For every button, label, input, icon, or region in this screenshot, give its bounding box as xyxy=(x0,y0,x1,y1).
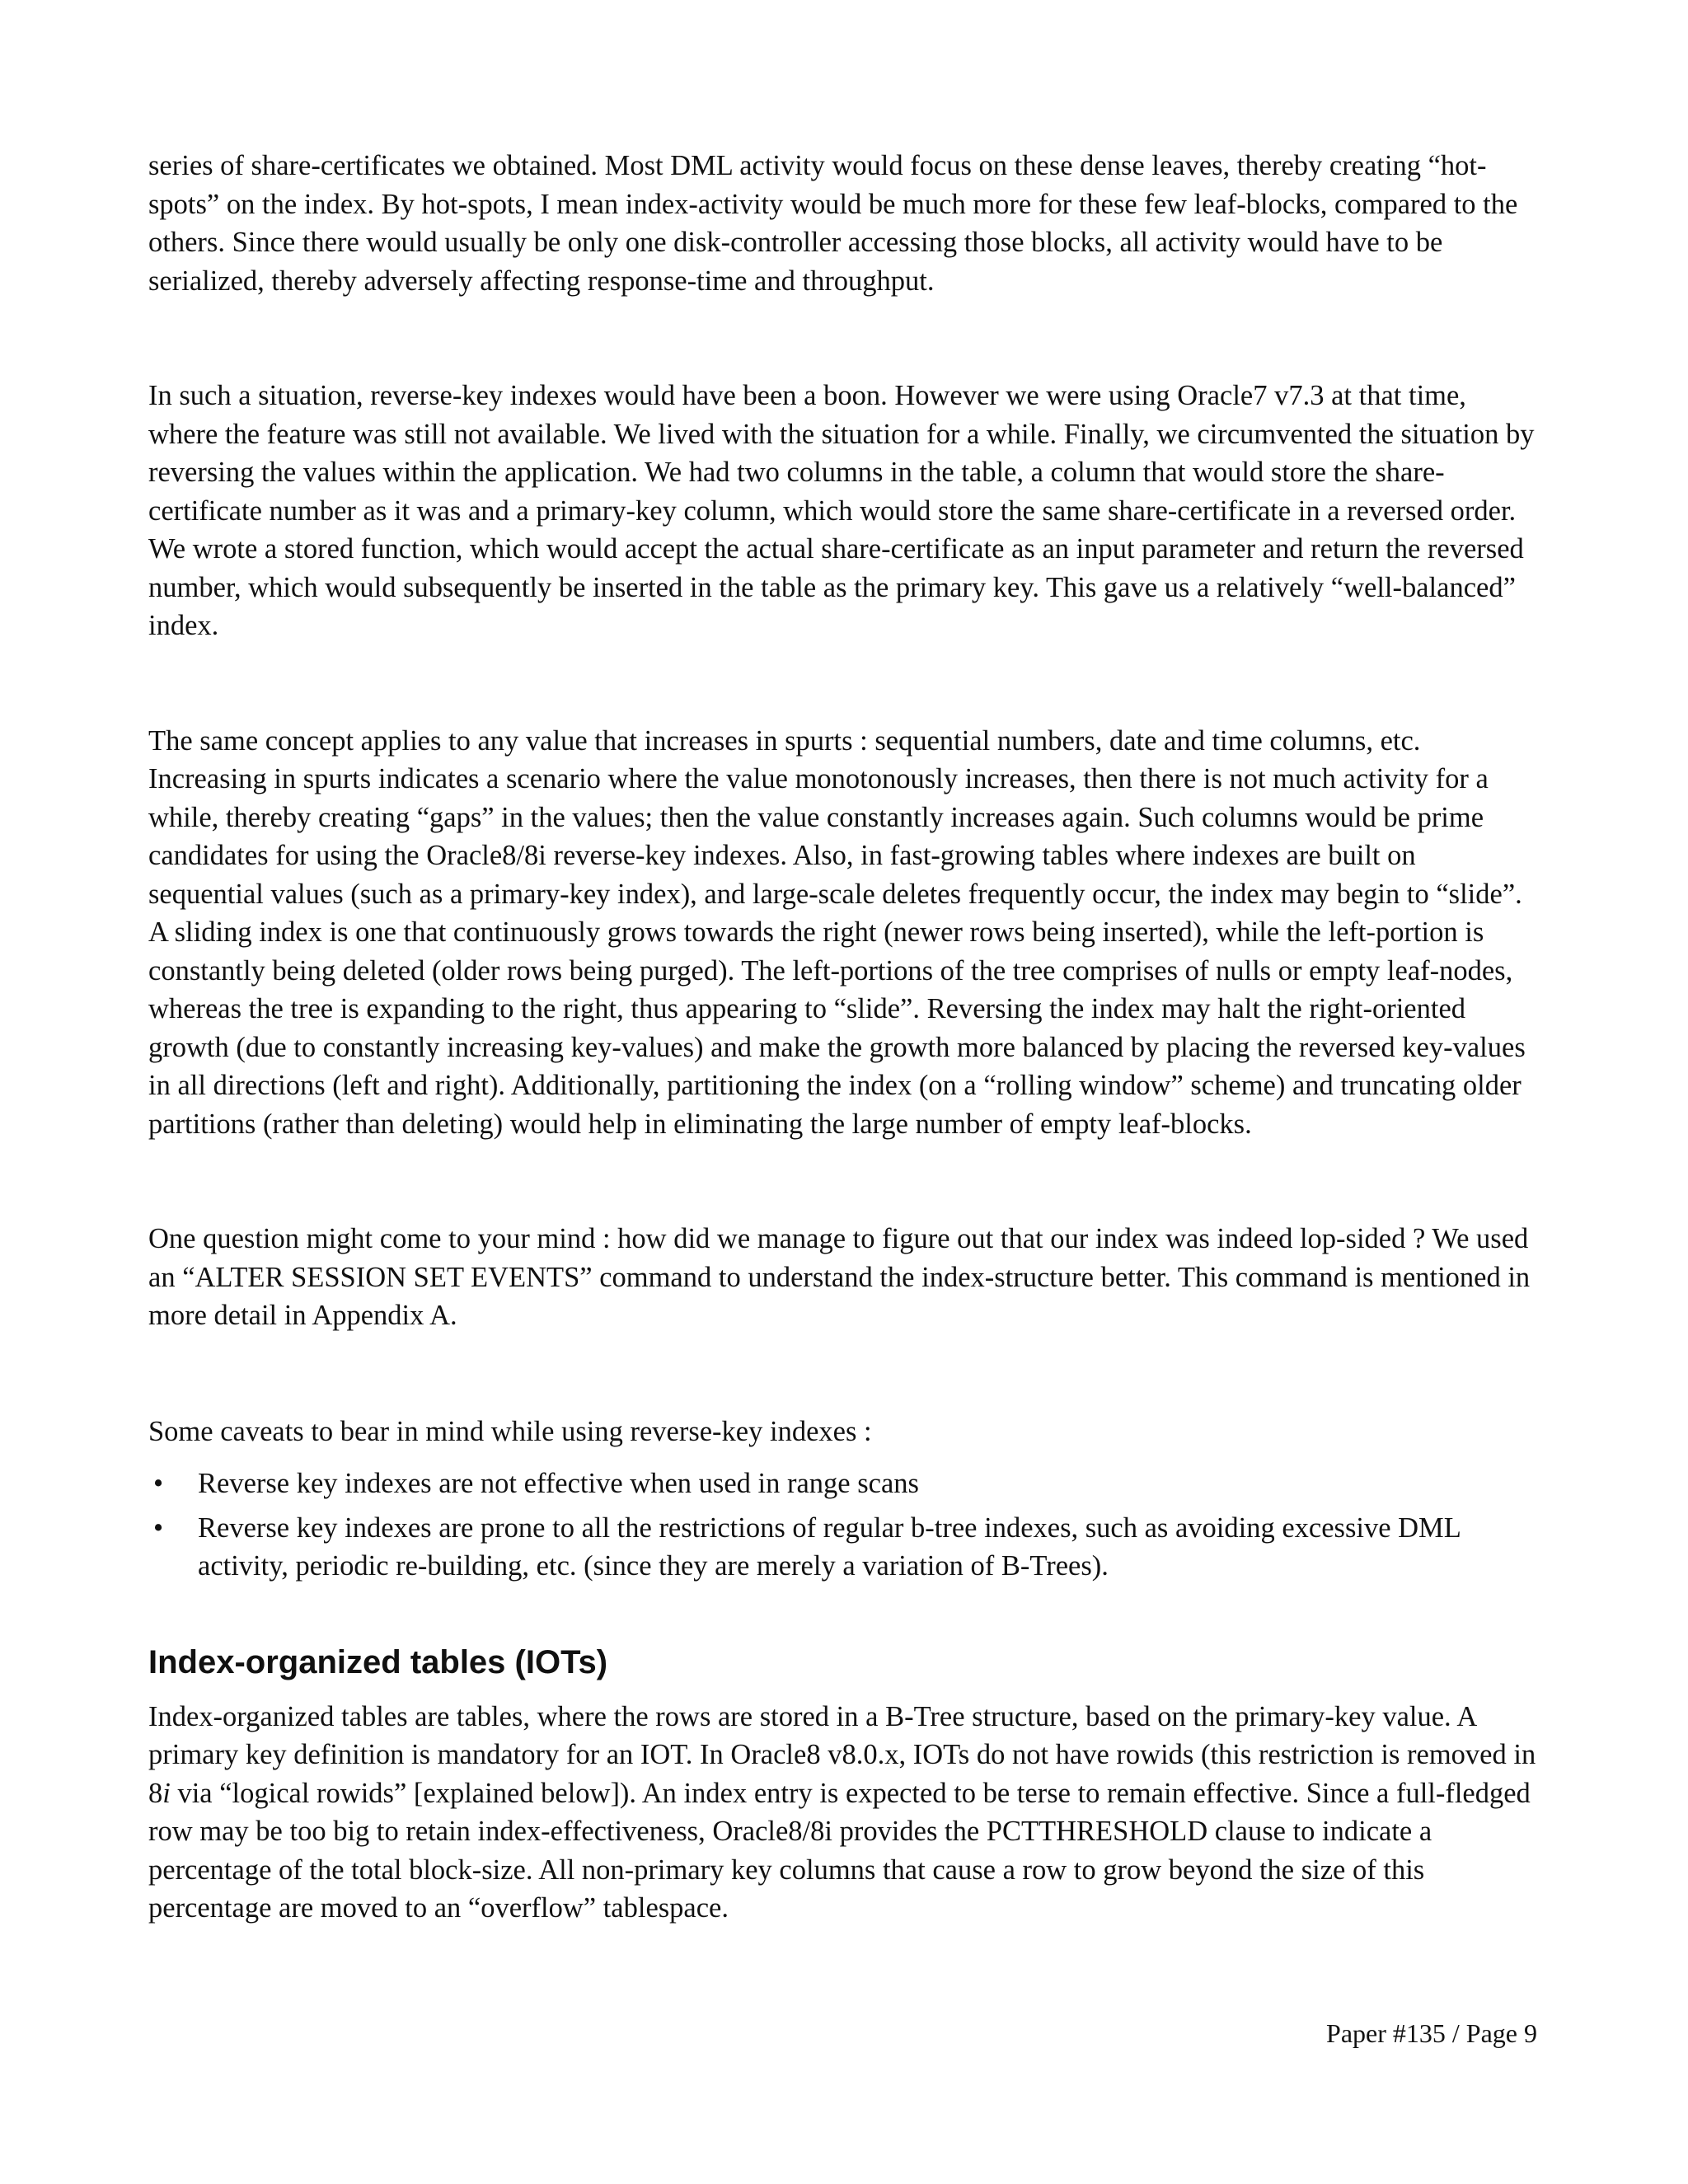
paragraph-reverse-key-workaround: In such a situation, reverse-key indexes would have been a boon. However we were using Oracle7 v7.3 at that time, where the feature was still not available. We lived with the situation for a while. Finally, we circumvented the situation by reversing the values within the application. We had two columns in the table, a column that would store the share-certificate number as it was and a primary-key column, which would store the same share-certificate in a reversed order. We wrote a stored function, which would accept the actual share-certificate as an input parameter and return the reversed number, which would subsequently be inserted in the table as the primary key. This gave us a relatively “well-balanced” index. xyxy=(148,380,1535,641)
page-body xyxy=(148,147,1537,1928)
paragraph-spacer xyxy=(148,300,1537,377)
paragraph-lop-sided-question: One question might come to your mind : how did we manage to figure out that our index was indeed lop-sided ? We used an “ALTER SESSION SET EVENTS” command to understand the index-structure better. This command is mentioned in more detail in Appendix A. xyxy=(148,1223,1531,1331)
section-heading: Index-organized tables (IOTs) xyxy=(148,1643,608,1680)
caveats-list xyxy=(148,1465,1537,1586)
bullet-icon: • xyxy=(153,1468,164,1499)
page-footer: Paper #135 / Page 9 xyxy=(1326,2018,1537,2048)
paragraph-caveats-intro: Some caveats to bear in mind while using reverse-key indexes : xyxy=(148,1415,872,1447)
paragraph-spacer xyxy=(148,1335,1537,1413)
bullet-icon: • xyxy=(153,1511,164,1544)
list-item xyxy=(148,1465,1537,1503)
paragraph-hot-spots: series of share-certificates we obtained. Most DML activity would focus on these dense leaves, thereby creating “hot-spots” on the index. By hot-spots, I mean index-activity would be much more for these few leaf-blocks, compared to the others. Since there would usually be only one disk-controller accessing those blocks, all activity would have to be serialized, thereby adversely affecting response-time and throughput. xyxy=(148,150,1518,297)
paragraph-iot-description xyxy=(148,1698,1537,1928)
list-item-text: Reverse key indexes are prone to all the restrictions of regular b-tree indexes, such as avoiding excessive DML activity, periodic re-building, etc. (since they are merely a variation of B-Trees). xyxy=(198,1511,1461,1582)
paragraph-sliding-index: The same concept applies to any value that increases in spurts : sequential numbers, date and time columns, etc. Increasing in spurts indicates a scenario where the value monotonously increases, then there is not much activity for a while, thereby creating “gaps” in the values; then the value constantly increases again. Such columns would be prime candidates for using the Oracle8/8i reverse-key indexes. Also, in fast-growing tables where indexes are built on sequential values (such as a primary-key index), and large-scale deletes frequently occur, the index may begin to “slide”. A sliding index is one that continuously grows towards the right (newer rows being inserted), while the left-portion is constantly being deleted (older rows being purged). The left-portions of the tree comprises of nulls or empty leaf-nodes, whereas the tree is expanding to the right, thus appearing to “slide”. Reversing the index may halt the right-oriented growth (due to constantly increasing key-values) and make the growth more balanced by placing the reversed key-values in all directions (left and right). Additionally, partitioning the index (on a “rolling window” scheme) and truncating older partitions (rather than deleting) would help in eliminating the large number of empty leaf-blocks. xyxy=(148,724,1526,1140)
list-item-text: Reverse key indexes are not effective when used in range scans xyxy=(198,1468,919,1499)
iot-text-part1: Index-organized tables are tables, where the rows are stored in a B-Tree structure, based on the primary-key value. A primary key definition is mandatory for an IOT. In Oracle8 v8.0.x, IOTs do not have rowids (this restriction is removed in 8 xyxy=(148,1700,1536,1809)
paragraph-spacer xyxy=(148,645,1537,722)
iot-text-part2: via “logical rowids” [explained below]). An index entry is expected to be terse to remain effective. Since a full-fledged row may be too big to retain index-effectiveness, Oracle8/8i provides the PCTTHRESHOLD clause to indicate a percentage of the total block-size. All non-primary key columns that cause a row to grow beyond the size of this percentage are moved to an “overflow” tablespace. xyxy=(148,1777,1531,1924)
iot-text-italic: i xyxy=(162,1777,171,1809)
list-item xyxy=(148,1509,1537,1586)
paragraph-spacer xyxy=(148,1143,1537,1220)
